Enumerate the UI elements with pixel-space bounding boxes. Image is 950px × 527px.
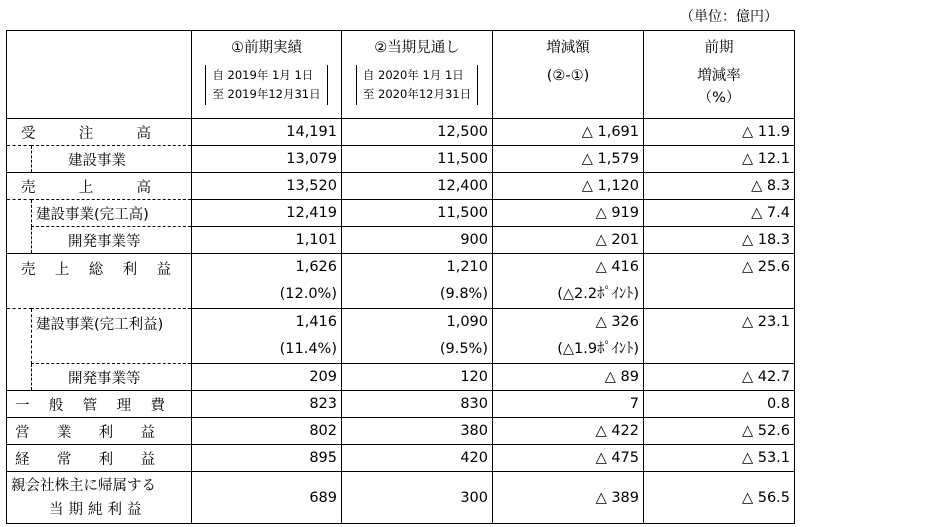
cell-rate: △ 8.3 xyxy=(644,173,795,200)
cell-prev: 1,626 (12.0%) xyxy=(192,254,342,309)
header-curr-from: 自 2020年 1月 1日 xyxy=(362,68,464,82)
cell-diff: 7 xyxy=(493,391,644,418)
header-rate-line3: （%） xyxy=(697,90,741,106)
cell-diff: △ 475 xyxy=(493,445,644,472)
cell-curr: 420 xyxy=(342,445,493,472)
row-label: 営 業 利 益 xyxy=(7,418,192,445)
header-diff xyxy=(493,31,644,119)
cell-diff: △ 1,691 xyxy=(493,119,644,146)
row-label: 売 上 総 利 益 xyxy=(7,254,192,309)
cell-curr: 380 xyxy=(342,418,493,445)
cell-rate: △ 53.1 xyxy=(644,445,795,472)
header-row xyxy=(7,31,795,119)
row-label: 経 常 利 益 xyxy=(7,445,192,472)
header-prev-title: ①前期実績 xyxy=(231,40,302,56)
cell-curr: 300 xyxy=(342,472,493,524)
cell-rate: △ 7.4 xyxy=(644,200,795,227)
row-sga xyxy=(7,391,795,418)
cell-prev: 209 xyxy=(192,364,342,391)
row-gp-construction xyxy=(7,309,795,364)
unit-label: （単位：億円） xyxy=(680,9,778,25)
cell-curr: 120 xyxy=(342,364,493,391)
row-gp-development xyxy=(7,364,795,391)
cell-prev: 1,416 (11.4%) xyxy=(192,309,342,364)
header-diff-line2: (②-①) xyxy=(546,68,590,84)
cell-curr: 900 xyxy=(342,227,493,254)
header-curr-to: 至 2020年12月31日 xyxy=(362,87,472,101)
row-ordinary-income xyxy=(7,445,795,472)
row-label: 親会社株主に帰属する 当期純利益 xyxy=(7,472,192,524)
cell-diff: △ 326 (△1.9ﾎﾟｲﾝﾄ) xyxy=(493,309,644,364)
cell-rate: △ 42.7 xyxy=(644,364,795,391)
cell-prev-ratio: (11.4%) xyxy=(279,341,337,357)
indent-cell xyxy=(7,200,32,254)
header-rate-line2: 増減率 xyxy=(697,68,741,84)
row-net-income xyxy=(7,472,795,524)
cell-prev: 689 xyxy=(192,472,342,524)
cell-prev: 13,520 xyxy=(192,173,342,200)
cell-diff: △ 416 (△2.2ﾎﾟｲﾝﾄ) xyxy=(493,254,644,309)
header-rate xyxy=(644,31,795,119)
cell-prev: 1,101 xyxy=(192,227,342,254)
row-label: 建設事業(完工利益) xyxy=(32,309,192,364)
indent-cell xyxy=(7,146,32,173)
row-label: 開発事業等 xyxy=(32,364,192,391)
row-label: 建設事業(完工高) xyxy=(32,200,192,227)
cell-diff: △ 89 xyxy=(493,364,644,391)
row-sales xyxy=(7,173,795,200)
cell-rate: △ 12.1 xyxy=(644,146,795,173)
row-operating-income xyxy=(7,418,795,445)
cell-diff: △ 389 xyxy=(493,472,644,524)
cell-curr: 11,500 xyxy=(342,200,493,227)
row-label: 売 上 高 xyxy=(7,173,192,200)
cell-curr: 1,210 (9.8%) xyxy=(342,254,493,309)
cell-curr: 11,500 xyxy=(342,146,493,173)
cell-diff: △ 919 xyxy=(493,200,644,227)
header-curr-forecast xyxy=(342,31,493,119)
header-rate-line1: 前期 xyxy=(704,40,734,56)
cell-diff: △ 1,579 xyxy=(493,146,644,173)
cell-prev: 13,079 xyxy=(192,146,342,173)
row-label: 受 注 高 xyxy=(7,119,192,146)
header-prev-to: 至 2019年12月31日 xyxy=(212,87,321,101)
cell-diff-ratio: (△1.9ﾎﾟｲﾝﾄ) xyxy=(557,341,639,357)
row-orders-construction xyxy=(7,146,795,173)
cell-rate: 0.8 xyxy=(644,391,795,418)
cell-curr: 12,500 xyxy=(342,119,493,146)
cell-diff: △ 1,120 xyxy=(493,173,644,200)
row-orders xyxy=(7,119,795,146)
cell-rate: △ 23.1 xyxy=(644,309,795,364)
header-blank xyxy=(7,31,192,119)
header-prev-from: 自 2019年 1月 1日 xyxy=(212,68,314,82)
header-prev-period xyxy=(205,65,327,105)
cell-prev: 823 xyxy=(192,391,342,418)
cell-rate: △ 25.6 xyxy=(644,254,795,309)
row-label: 建設事業 xyxy=(32,146,192,173)
cell-curr: 12,400 xyxy=(342,173,493,200)
cell-curr-ratio: (9.8%) xyxy=(439,286,488,302)
financial-forecast-table xyxy=(6,30,795,524)
row-gross-profit xyxy=(7,254,795,309)
cell-diff: △ 422 xyxy=(493,418,644,445)
row-sales-construction xyxy=(7,200,795,227)
cell-rate: △ 11.9 xyxy=(644,119,795,146)
row-label: 開発事業等 xyxy=(32,227,192,254)
cell-diff: △ 201 xyxy=(493,227,644,254)
cell-rate: △ 56.5 xyxy=(644,472,795,524)
header-curr-period xyxy=(356,65,478,105)
cell-curr: 830 xyxy=(342,391,493,418)
cell-prev-ratio: (12.0%) xyxy=(279,286,337,302)
cell-prev: 14,191 xyxy=(192,119,342,146)
row-sales-development xyxy=(7,227,795,254)
header-diff-line1: 増減額 xyxy=(546,40,590,56)
header-prev-actual xyxy=(192,31,342,119)
cell-curr: 1,090 (9.5%) xyxy=(342,309,493,364)
header-curr-title: ②当期見通し xyxy=(374,40,460,56)
cell-rate: △ 18.3 xyxy=(644,227,795,254)
cell-prev: 12,419 xyxy=(192,200,342,227)
row-label: 一 般 管 理 費 xyxy=(7,391,192,418)
cell-prev: 802 xyxy=(192,418,342,445)
cell-curr-ratio: (9.5%) xyxy=(439,341,488,357)
cell-diff-ratio: (△2.2ﾎﾟｲﾝﾄ) xyxy=(557,286,639,302)
cell-prev: 895 xyxy=(192,445,342,472)
cell-rate: △ 52.6 xyxy=(644,418,795,445)
indent-cell xyxy=(7,309,32,391)
